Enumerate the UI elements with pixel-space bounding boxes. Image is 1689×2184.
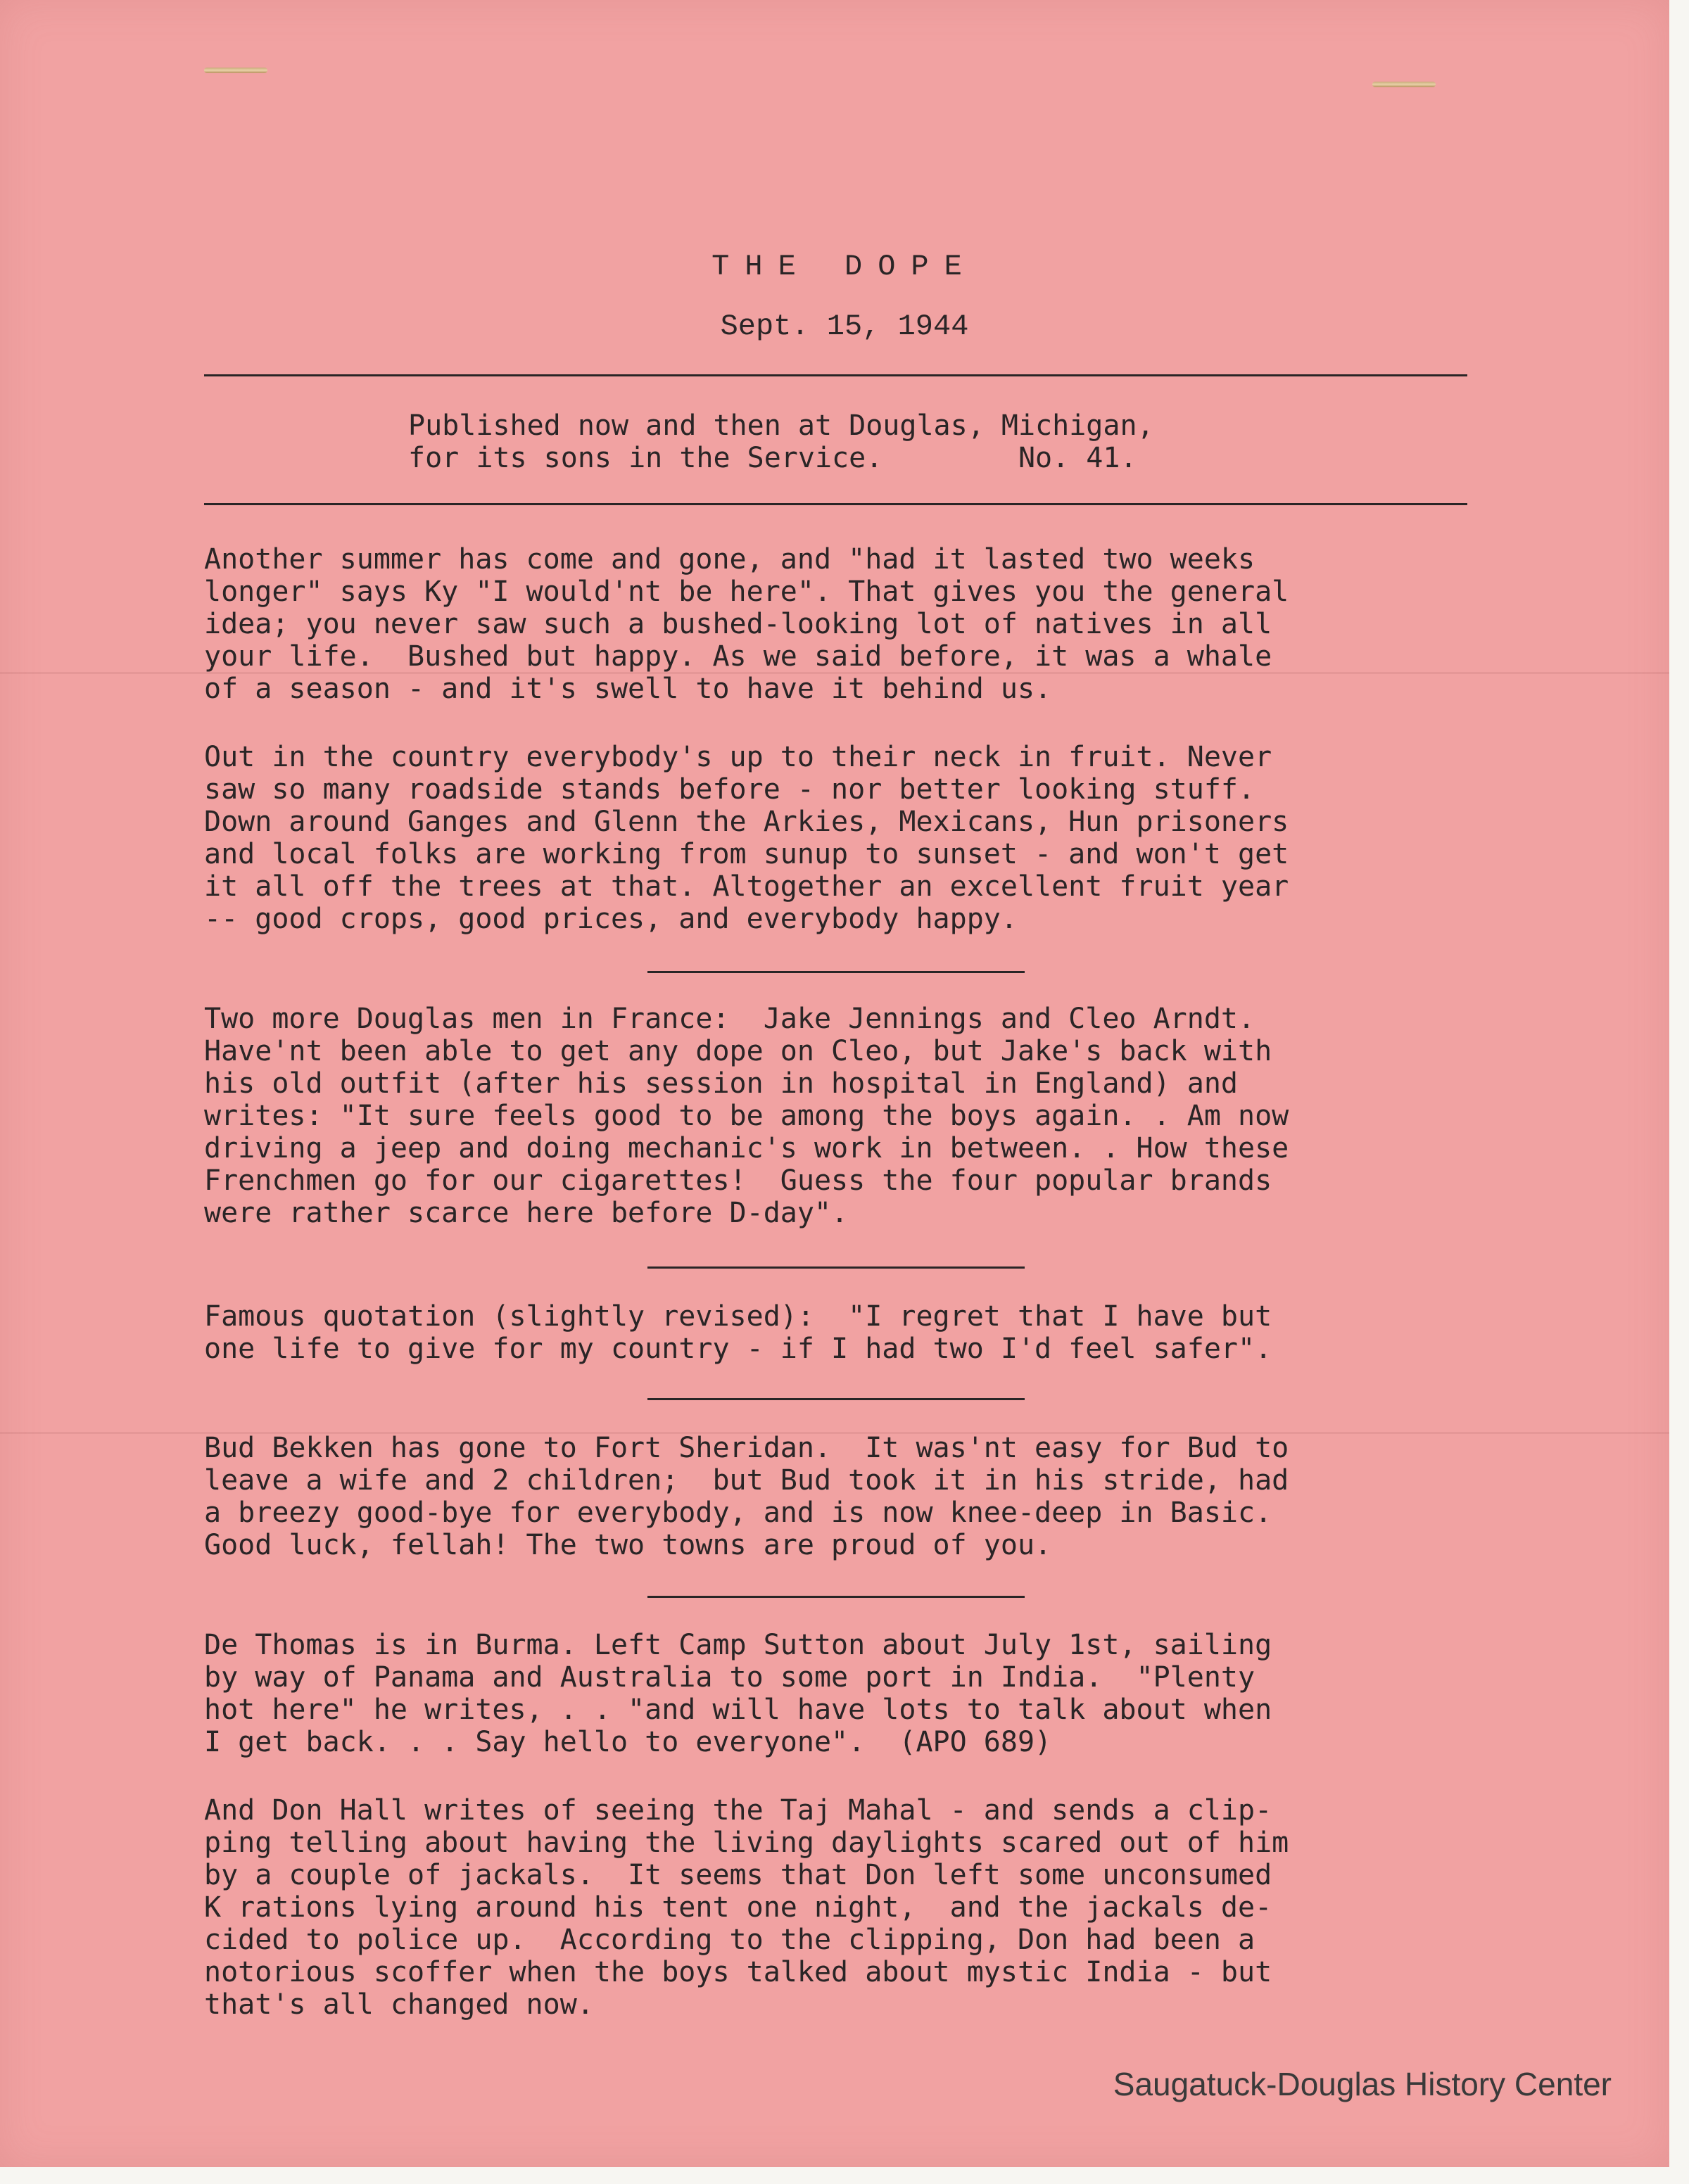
masthead: Published now and then at Douglas, Michigan, for its sons in the Service. No. 41. xyxy=(408,410,1154,474)
section-divider-4 xyxy=(647,1596,1025,1598)
paragraph-fruit: Out in the country everybody's up to their neck in fruit. Never saw so many roadside stands before - nor better looking stuff. Down around Ganges and Glenn the Arkies, Mexicans, Hun prisoners and local folks are working from sunup to sunset - and won't get it all off the trees at that. Altogether an excellent fruit year -- good crops, good prices, and everybody happy. xyxy=(204,741,1289,935)
staple-right xyxy=(1372,82,1436,87)
newsletter-title: THE DOPE xyxy=(711,250,978,284)
paragraph-burma: De Thomas is in Burma. Left Camp Sutton about July 1st, sailing by way of Panama and Australia to some port in India. "Plenty hot here" he writes, . . "and will have lots to talk about when I get back. . . Say hello to everyone". (APO 689) xyxy=(204,1629,1272,1758)
archive-watermark: Saugatuck-Douglas History Center xyxy=(1113,2066,1612,2102)
section-divider-3 xyxy=(647,1398,1025,1400)
paragraph-summer: Another summer has come and gone, and "had it lasted two weeks longer" says Ky "I would'nt be here". That gives you the general idea; you never saw such a bushed-looking lot of natives in all your life. Bushed but happy. As we said before, it was a whale of a season - and it's swell to have it behind us. xyxy=(204,543,1289,705)
header-rule-top xyxy=(204,374,1467,376)
section-divider-1 xyxy=(647,971,1025,973)
newsletter-date: Sept. 15, 1944 xyxy=(720,310,969,343)
header-rule-bottom xyxy=(204,503,1467,505)
paragraph-france: Two more Douglas men in France: Jake Jennings and Cleo Arndt. Have'nt been able to get any dope on Cleo, but Jake's back with his old outfit (after his session in hospital in England) and writes: "It sure feels good to be among the boys again. . Am now driving a jeep and doing mechanic's work in between. . How these Frenchmen go for our cigarettes! Guess the four popular brands were rather scarce here before D-day". xyxy=(204,1003,1289,1229)
paragraph-don-hall: And Don Hall writes of seeing the Taj Mahal - and sends a clip- ping telling about having the living daylights scared out of him by a couple of jackals. It seems that Don left some unconsumed K rations lying around his tent one night, and the jackals de- cided to police up. According to the clipping, Don had been a notorious scoffer when the boys talked about mystic India - but that's all changed now. xyxy=(204,1794,1289,2021)
paragraph-bekken: Bud Bekken has gone to Fort Sheridan. It was'nt easy for Bud to leave a wife and 2 children; but Bud took it in his stride, had a breezy good-bye for everybody, and is now knee-deep in Basic. Good luck, fellah! The two towns are proud of you. xyxy=(204,1432,1289,1561)
paragraph-quotation: Famous quotation (slightly revised): "I regret that I have but one life to give for my country - if I had two I'd feel safer". xyxy=(204,1300,1272,1365)
section-divider-2 xyxy=(647,1266,1025,1269)
staple-left xyxy=(204,68,267,73)
